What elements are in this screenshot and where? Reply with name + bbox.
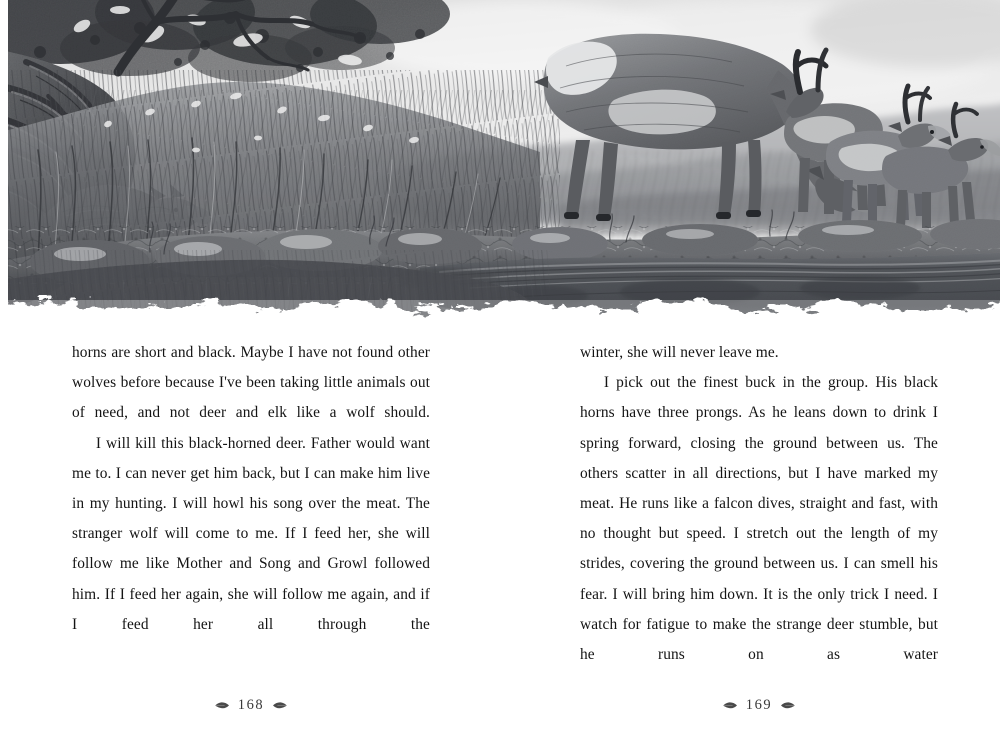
illustration-artwork — [0, 0, 1000, 335]
leaf-ornament-icon — [272, 701, 287, 710]
page-number-value: 168 — [237, 697, 265, 713]
body-text — [0, 338, 1000, 664]
page-number-left — [72, 697, 430, 714]
left-page-text-column — [72, 338, 430, 658]
leaf-ornament-icon — [780, 701, 795, 710]
leaf-ornament-icon — [215, 701, 230, 710]
paragraph: I will kill this black-horned deer. Father would want me to. I can never get him back, but I can make him live in my hunting. I will howl his song over the meat. The stranger wolf will come to me. If I feed her, she will follow me like Mother and Song and Growl followed him. If I feed her again, she will follow me again, and if I feed her all through the — [72, 434, 430, 633]
paragraph: horns are short and black. Maybe I have not found other wolves before because I've been taking little animals out of need, and not deer and elk like a wolf should. — [72, 344, 430, 422]
page-number-value: 169 — [745, 697, 773, 713]
paragraph: winter, she will never leave me. — [580, 344, 779, 361]
page-number-right — [580, 697, 938, 714]
paragraph: I pick out the finest buck in the group. His black horns have three prongs. As he leans down to drink I spring forward, closing the ground between us. The others scatter in all directions, but I have marked my meat. He runs like a falcon dives, straight and fast, with no thought but speed. I stretch out the length of my strides, covering the ground between us. I can smell his fear. I will bring him down. It is the only trick I need. I watch for fatigue to make the strange deer stumble, but he runs on as water — [580, 374, 938, 664]
leaf-ornament-icon — [723, 701, 738, 710]
waterhole-illustration — [0, 0, 1000, 335]
right-page-text-column — [580, 338, 938, 664]
